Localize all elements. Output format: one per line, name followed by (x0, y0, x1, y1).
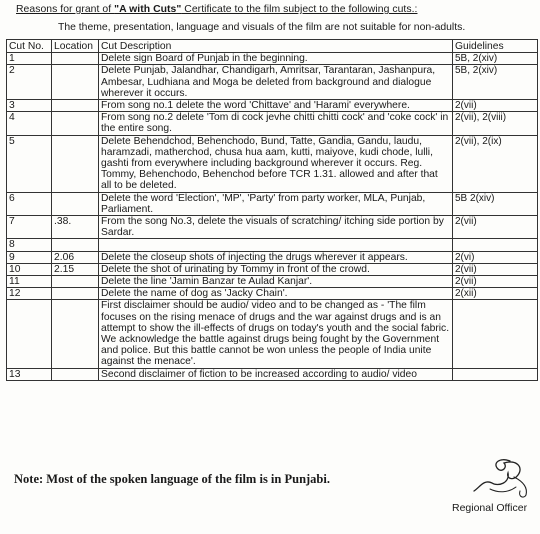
cut-description: Delete the shot of urinating by Tommy in front of the crowd. (99, 263, 453, 275)
cut-location (52, 288, 99, 300)
col-header-cut-no: Cut No. (7, 40, 52, 53)
cut-guidelines: 2(vii) (453, 263, 538, 275)
cut-location (52, 368, 99, 380)
cut-guidelines: 2(vii) (453, 216, 538, 239)
cut-guidelines (453, 239, 538, 251)
cut-description: From the song No.3, delete the visuals of scratching/ itching side portion by Sardar. (99, 216, 453, 239)
cut-location (52, 112, 99, 135)
cut-location: 2.15 (52, 263, 99, 275)
cut-description: Delete the line 'Jamin Banzar te Aulad Kanjar'. (99, 276, 453, 288)
cut-location (52, 53, 99, 65)
cut-guidelines: 5B, 2(xiv) (453, 53, 538, 65)
col-header-location: Location (52, 40, 99, 53)
cut-no: 1 (7, 53, 52, 65)
signature-image (470, 453, 534, 501)
table-header-row (7, 40, 538, 53)
cut-location (52, 135, 99, 192)
language-note: Note: Most of the spoken language of the film is in Punjabi. (14, 472, 330, 486)
cut-no: 10 (7, 263, 52, 275)
cut-no: 9 (7, 251, 52, 263)
cut-description: Delete Behendchod, Behenchodo, Bund, Tatte, Gandia, Gandu, laudu, haramzadi, matherchod, chusa hua aam, kutti, maiyove, kudi chode, lulli, gashti from everywhere including background wherever it occurs. Reg. Tommy, Behenchodo, Behenchod before TCR 1.31. allowed and after that all to be deleted. (99, 135, 453, 192)
cut-description: From song no.1 delete the word 'Chittave' and 'Harami' everywhere. (99, 100, 453, 112)
cut-location (52, 239, 99, 251)
cut-no (7, 300, 52, 368)
cut-location (52, 300, 99, 368)
cut-guidelines: 5B 2(xiv) (453, 192, 538, 215)
cut-no: 2 (7, 65, 52, 100)
table-row (7, 368, 538, 380)
document-subtitle: The theme, presentation, language and visuals of the film are not suitable for non-adults. (58, 22, 466, 33)
cut-guidelines (453, 368, 538, 380)
cut-no: 8 (7, 239, 52, 251)
cut-location: .38. (52, 216, 99, 239)
cut-guidelines (453, 300, 538, 368)
table-row (7, 276, 538, 288)
cut-location (52, 276, 99, 288)
title-prefix: Reasons for grant of (16, 4, 115, 15)
cut-description: From song no.2 delete 'Tom di cock jevhe chitti chitti cock' and 'coke cock' in the entire song. (99, 112, 453, 135)
col-header-description: Cut Description (99, 40, 453, 53)
cut-description: Delete Punjab, Jalandhar, Chandigarh, Amritsar, Tarantaran, Jashanpura, Ambesar, Ludhiana and Moga be deleted from background and dialogue wherever it occurs. (99, 65, 453, 100)
cut-location (52, 100, 99, 112)
table-row (7, 112, 538, 135)
cut-description: Delete the closeup shots of injecting the drugs wherever it appears. (99, 251, 453, 263)
cut-description: Delete the word 'Election', 'MP', 'Party' from party worker, MLA, Punjab, Parliament. (99, 192, 453, 215)
cut-guidelines: 2(vi) (453, 251, 538, 263)
cut-description: Delete sign Board of Punjab in the beginning. (99, 53, 453, 65)
table-row (7, 251, 538, 263)
title-bold: "A with Cuts" (114, 4, 182, 15)
document-title (16, 4, 417, 15)
regional-officer-label: Regional Officer (452, 502, 528, 514)
table-row (7, 239, 538, 251)
cut-no: 11 (7, 276, 52, 288)
cut-location: 2.06 (52, 251, 99, 263)
table-row (7, 100, 538, 112)
cut-guidelines: 2(xii) (453, 288, 538, 300)
cut-description (99, 239, 453, 251)
cut-description: Delete the name of dog as 'Jacky Chain'. (99, 288, 453, 300)
cut-guidelines: 2(vii), 2(ix) (453, 135, 538, 192)
cut-guidelines: 2(vii) (453, 100, 538, 112)
cut-no: 6 (7, 192, 52, 215)
table-row (7, 53, 538, 65)
cut-description: First disclaimer should be audio/ video and to be changed as - 'The film focuses on the rising menace of drugs and the war against drugs and is an attempt to show the ill-effects of drugs on today's youth and the social fabric. We acknowledge the battle against drugs being fought by the Government and police. But this battle cannot be won unless the people of India unite against the menace'. (99, 300, 453, 368)
cut-guidelines: 2(vii) (453, 276, 538, 288)
cut-no: 7 (7, 216, 52, 239)
cut-no: 3 (7, 100, 52, 112)
title-suffix: Certificate to the film subject to the following cuts.: (181, 4, 418, 15)
table-row (7, 65, 538, 100)
cut-description: Second disclaimer of fiction to be increased according to audio/ video (99, 368, 453, 380)
table-row (7, 288, 538, 300)
table-row (7, 135, 538, 192)
table-row (7, 263, 538, 275)
table-row (7, 216, 538, 239)
table-row (7, 192, 538, 215)
cut-guidelines: 2(vii), 2(viii) (453, 112, 538, 135)
cuts-table (6, 39, 538, 381)
cut-no: 4 (7, 112, 52, 135)
cut-location (52, 65, 99, 100)
cut-no: 12 (7, 288, 52, 300)
col-header-guidelines: Guidelines (453, 40, 538, 53)
cut-no: 5 (7, 135, 52, 192)
cut-location (52, 192, 99, 215)
cut-no: 13 (7, 368, 52, 380)
cut-guidelines: 5B, 2(xiv) (453, 65, 538, 100)
table-row (7, 300, 538, 368)
